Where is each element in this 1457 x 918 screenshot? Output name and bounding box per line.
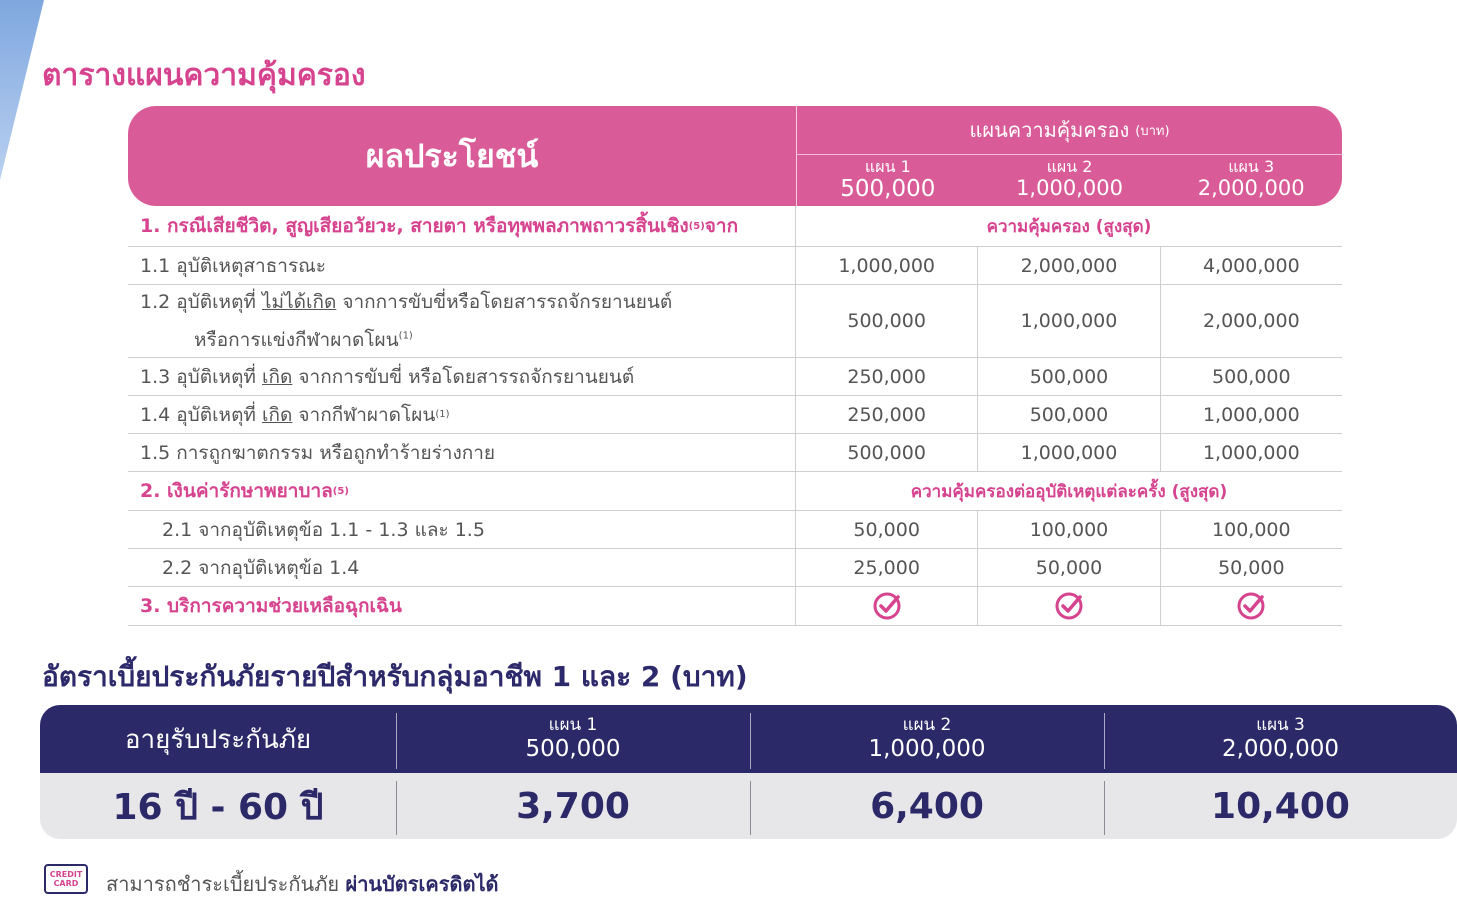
plans-header-unit: (บาท) [1135,123,1170,139]
table-row: 1.4 อุบัติเหตุที่ เกิด จากกีฬาผาดโผน (1) 250,000 500,000 1,000,000 [128,396,1342,434]
check-circle-icon [872,591,902,621]
section-1-label: 1. กรณีเสียชีวิต, สูญเสียอวัยวะ, สายตา หรือทุพพลภาพถาวรสิ้นเชิง [140,215,689,237]
credit-card-icon: CREDIT CARD [44,864,88,894]
table-row: 1.3 อุบัติเหตุที่ เกิด จากการขับขี่ หรือโดยสารรถจักรยานยนต์ 250,000 500,000 500,000 [128,358,1342,396]
corner-decoration [0,0,44,180]
plan-3-rate: 10,400 [1104,773,1457,839]
age-range: 16 ปี - 60 ปี [112,786,324,828]
plan-1-header: แผน 1 500,000 [840,157,936,203]
table-row: 1.1 อุบัติเหตุสาธารณะ 1,000,000 2,000,000 4,000,000 [128,247,1342,285]
plan-2-header: แผน 2 1,000,000 [750,705,1104,773]
section-3-label: 3. บริการความช่วยเหลือฉุกเฉิน [128,587,796,625]
coverage-table [128,106,1342,626]
section-2-row: 2. เงินค่ารักษาพยาบาล (5) ความคุ้มครองต่ออุบัติเหตุแต่ละครั้ง (สูงสุด) [128,472,1342,511]
plan-3-header: แผน 3 2,000,000 [1104,705,1457,773]
premium-row [40,773,1457,839]
check-circle-icon [1236,591,1266,621]
plans-header-title: แผนความคุ้มครอง [969,118,1130,142]
age-header: อายุรับประกันภัย [124,724,312,755]
section-1-note: ความคุ้มครอง (สูงสุด) [986,216,1152,237]
coverage-title: ตารางแผนความคุ้มครอง [42,58,366,93]
premium-table [40,705,1457,839]
plan-1-rate: 3,700 [396,773,750,839]
premium-title: อัตราเบี้ยประกันภัยรายปีสำหรับกลุ่มอาชีพ 1 และ 2 (บาท) [42,660,748,693]
table-row: 1.5 การถูกฆาตกรรม หรือถูกทำร้ายร่างกาย 500,000 1,000,000 1,000,000 [128,434,1342,472]
plan-2-header: แผน 2 1,000,000 [1016,157,1123,201]
section-3-row [128,587,1342,626]
premium-table-header [40,705,1457,773]
section-1-row: 1. กรณีเสียชีวิต, สูญเสียอวัยวะ, สายตา หรือทุพพลภาพถาวรสิ้นเชิง (5) จาก ความคุ้มครอง (สูงสุด) [128,206,1342,247]
table-row: 2.1 จากอุบัติเหตุข้อ 1.1 - 1.3 และ 1.5 50,000 100,000 100,000 [128,511,1342,549]
section-2-label: 2. เงินค่ารักษาพยาบาล [140,480,333,502]
payment-note: สามารถชำระเบี้ยประกันภัย ผ่านบัตรเครดิตได้ [106,872,499,896]
plans-header [796,106,1342,206]
table-row: 2.2 จากอุบัติเหตุข้อ 1.4 25,000 50,000 50,000 [128,549,1342,587]
section-2-note: ความคุ้มครองต่ออุบัติเหตุแต่ละครั้ง (สูงสุด) [910,481,1228,502]
check-circle-icon [1054,591,1084,621]
plan-1-header: แผน 1 500,000 [396,705,750,773]
plan-2-rate: 6,400 [750,773,1104,839]
table-row: 1.2 อุบัติเหตุที่ ไม่ได้เกิด จากการขับขี่หรือโดยสารรถจักรยานยนต์ หรือการแข่งกีฬาผาดโผน$^{(1)}$ 500,000 1,000,000 2,000,000 [128,285,1342,358]
plan-3-header: แผน 3 2,000,000 [1197,157,1305,201]
coverage-table-header [128,106,1342,206]
benefit-header: ผลประโยชน์ [365,136,539,175]
